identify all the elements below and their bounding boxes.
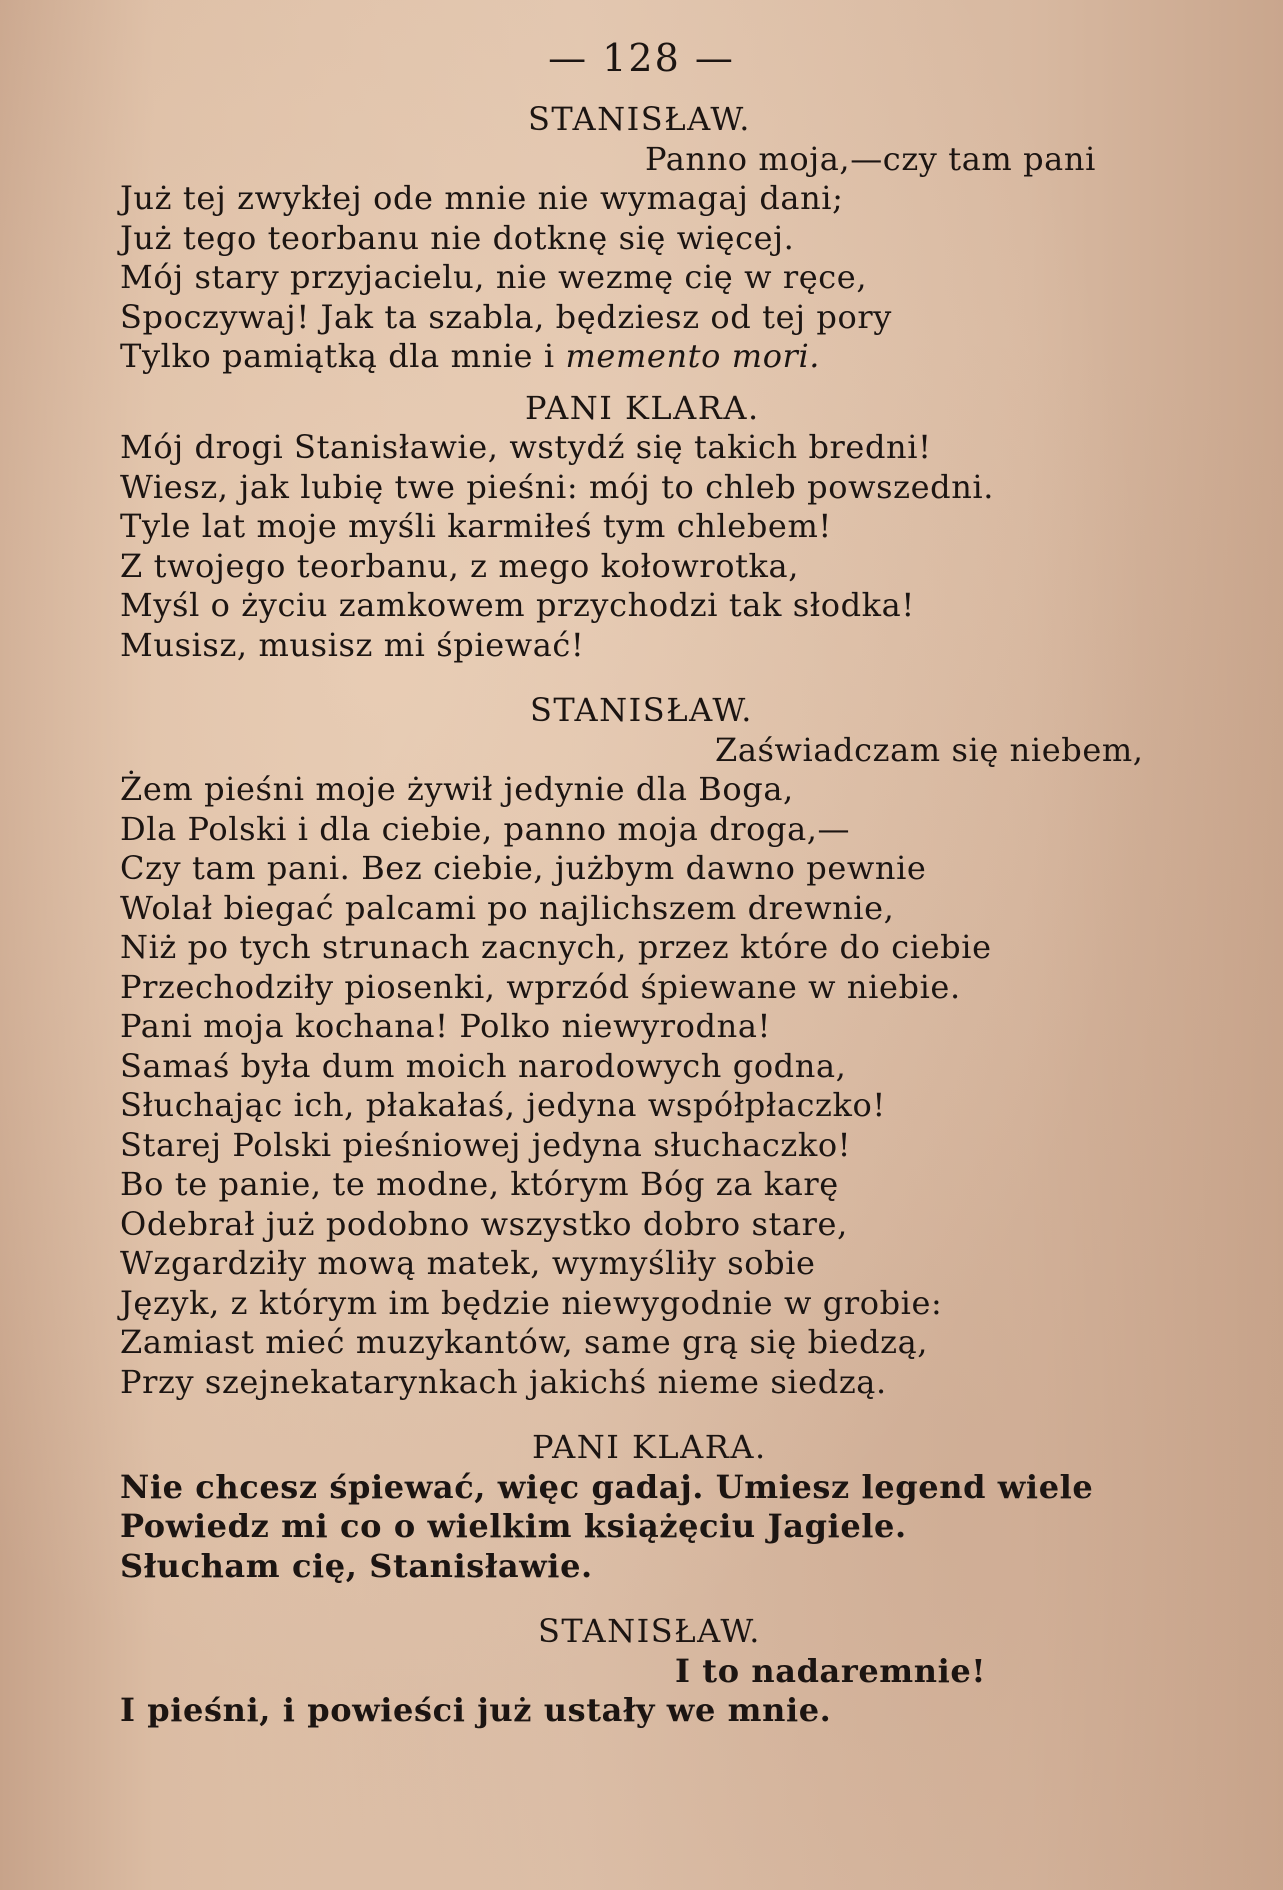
drama-text: [120, 100, 1240, 1731]
verse-line: Samaś była dum moich narodowych godna,: [120, 1046, 847, 1085]
verse-line: Starej Polski pieśniowej jedyna słuchaczko!: [120, 1125, 852, 1164]
verse-line: Wiesz, jak lubię twe pieśni: mój to chleb powszedni.: [120, 467, 995, 506]
verse-line: Język, z którym im będzie niewygodnie w grobie:: [120, 1283, 943, 1322]
verse-text: Tylko pamiątką dla mnie i: [120, 337, 566, 375]
verse-line: Spoczywaj! Jak ta szabla, będziesz od tej pory: [120, 297, 892, 336]
verse-line: Mój stary przyjacielu, nie wezmę cię w ręce,: [120, 258, 868, 296]
verse-line: Słuchając ich, płakałaś, jedyna współpłaczko!: [120, 1086, 886, 1124]
dialogue-section: [120, 389, 1240, 666]
verse-line: Przy szejnekatarynkach jakichś nieme siedzą.: [120, 1362, 887, 1401]
verse-line: Myśl o życiu zamkowem przychodzi tak słodka!: [120, 586, 915, 624]
verse-line: Musisz, musisz mi śpiewać!: [120, 625, 585, 664]
dialogue-section: [120, 1612, 1240, 1731]
verse-line: Żem pieśni moje żywił jedynie dla Boga,: [120, 770, 794, 808]
line-continuation: I to nadaremnie!: [675, 1651, 986, 1690]
verse-line: Wzgardziły mową matek, wymyśliły sobie: [120, 1244, 816, 1282]
line-continuation: Zaświadczam się niebem,: [715, 730, 1144, 769]
speaker-name: PANI KLARA.: [525, 388, 760, 427]
verse-line: Mój drogi Stanisławie, wstydź się takich bredni!: [120, 428, 932, 466]
verse-line: Czy tam pani. Bez ciebie, jużbym dawno pewnie: [120, 849, 927, 887]
verse-line: Powiedz mi co o wielkim książęciu Jagiele.: [120, 1507, 907, 1545]
verse-line: Dla Polski i dla ciebie, panno moja droga,—: [120, 809, 851, 848]
verse-line: Z twojego teorbanu, z mego kołowrotka,: [120, 546, 799, 585]
verse-line: [120, 337, 1240, 377]
verse-line: Zamiast mieć muzykantów, same grą się biedzą,: [120, 1323, 929, 1361]
verse-line: Już tej zwykłej ode mnie nie wymagaj dani;: [120, 179, 844, 217]
dialogue-section: [120, 691, 1240, 1402]
line-continuation: Panno moja,—czy tam pani: [645, 139, 1096, 178]
speaker-name: STANISŁAW.: [538, 1612, 761, 1650]
verse-line: Pani moja kochana! Polko niewyrodna!: [120, 1007, 771, 1045]
verse-line: Tyle lat moje myśli karmiłeś tym chlebem!: [120, 507, 832, 545]
verse-line: I pieśni, i powieści już ustały we mnie.: [120, 1691, 832, 1729]
speaker-name: PANI KLARA.: [532, 1428, 767, 1466]
dialogue-section: [120, 100, 1240, 377]
page-number: — 128 —: [548, 36, 735, 80]
verse-line: Odebrał już podobno wszystko dobro stare,: [120, 1204, 848, 1243]
speaker-name: STANISŁAW.: [530, 691, 753, 729]
verse-line: Już tego teorbanu nie dotknę się więcej.: [120, 218, 795, 257]
verse-line: Przechodziły piosenki, wprzód śpiewane w niebie.: [120, 967, 961, 1006]
verse-line: Nie chcesz śpiewać, więc gadaj. Umiesz legend wiele: [120, 1467, 1094, 1506]
verse-line: Bo te panie, te modne, którym Bóg za karę: [120, 1165, 839, 1203]
verse-line: Słucham cię, Stanisławie.: [120, 1546, 593, 1585]
latin-phrase: memento mori.: [565, 337, 821, 375]
dialogue-section: [120, 1428, 1240, 1586]
verse-line: Wolał biegać palcami po najlichszem drewnie,: [120, 888, 895, 927]
verse-line: Niż po tych strunach zacnych, przez które do ciebie: [120, 928, 992, 966]
speaker-name: STANISŁAW.: [528, 100, 751, 138]
